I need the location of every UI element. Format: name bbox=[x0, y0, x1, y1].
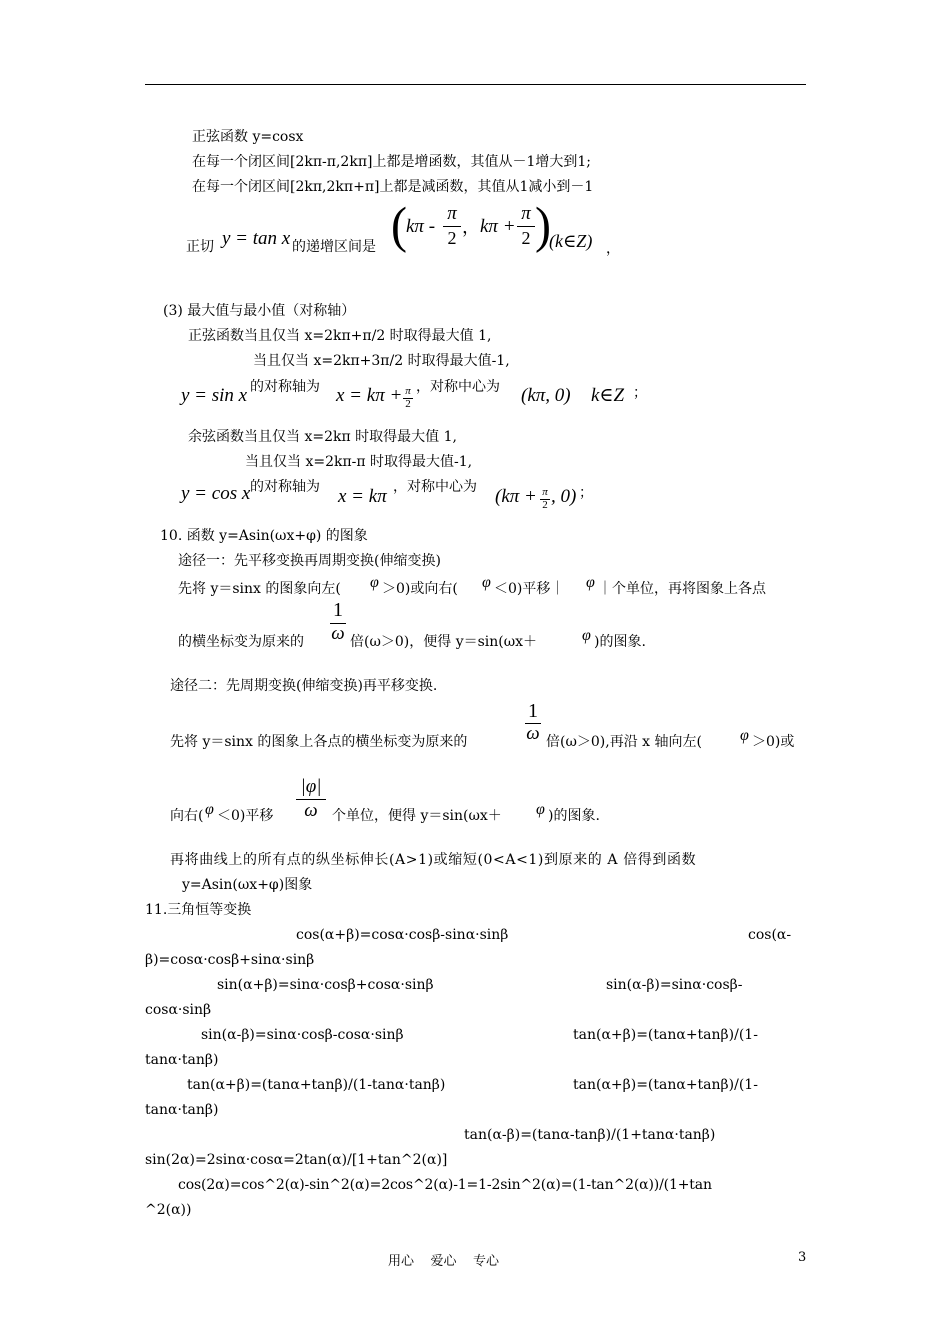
cos-axis-eq: x = kπ bbox=[338, 486, 387, 507]
cos-axis-function: y = cos x bbox=[181, 483, 251, 504]
sin-max: 正弦函数当且仅当 x=2kπ+π/2 时取得最大值 1, bbox=[188, 328, 492, 344]
sin-axis-text: 的对称轴为 bbox=[250, 379, 320, 395]
way2-line1-c: ＞0)或 bbox=[752, 734, 795, 750]
way1-line2-a: 的横坐标变为原来的 bbox=[178, 634, 304, 650]
way1-line1-a: 先将 y＝sinx 的图象向左( bbox=[178, 581, 341, 597]
phi-symbol: φ bbox=[536, 801, 545, 818]
identity-line: sin(2α)=2sinα·cosα=2tan(α)/[1+tan^2(α)] bbox=[145, 1152, 448, 1168]
identity-line: tan(α-β)=(tanα-tanβ)/(1+tanα·tanβ) bbox=[464, 1127, 716, 1143]
identity-line: cosα·sinβ bbox=[145, 1002, 212, 1018]
sin-axis-frac-num: π bbox=[405, 385, 411, 397]
phi-symbol: φ bbox=[205, 801, 214, 818]
tan-text: 的递增区间是 bbox=[292, 239, 376, 255]
way2-line2-b: ＜0)平移 bbox=[217, 808, 274, 824]
way2-line1-b: 倍(ω＞0),再沿 x 轴向左( bbox=[546, 734, 702, 750]
way1-title: 途径一：先平移变换再周期变换(伸缩变换) bbox=[178, 553, 441, 569]
identity-line: tan(α+β)=(tanα+tanβ)/(1- bbox=[573, 1027, 758, 1043]
way1-line2-b: 倍(ω＞0)，便得 y＝sin(ωx＋ bbox=[350, 634, 538, 650]
stretch-text-2: y=Asin(ωx+φ)图象 bbox=[182, 877, 313, 893]
sin-min: 当且仅当 x=2kπ+3π/2 时取得最大值-1, bbox=[253, 353, 510, 369]
tan-frac-bar-1 bbox=[443, 226, 461, 227]
identity-line: cos(α+β)=cosα·cosβ-sinα·sinβ bbox=[296, 927, 509, 943]
tan-function: y = tan x bbox=[222, 228, 291, 249]
cos-center-frac-num: π bbox=[542, 486, 548, 498]
tan-den-1: 2 bbox=[447, 228, 457, 248]
tan-pi-num-2: π bbox=[521, 203, 531, 224]
cos-center-left: (kπ + bbox=[495, 486, 537, 507]
identity-line: cos(2α)=cos^2(α)-sin^2(α)=2cos^2(α)-1=1-2sin^2(α)=(1-tan^2(α))/(1+tan bbox=[178, 1177, 712, 1193]
cos-axis-text: 的对称轴为 bbox=[250, 479, 320, 495]
section11-title: 11.三角恒等变换 bbox=[145, 902, 252, 918]
tan-end: ， bbox=[606, 241, 620, 257]
sin-center-text: ，对称中心为 bbox=[416, 379, 500, 395]
stretch-text: 再将曲线上的所有点的纵坐标伸长(A>1)或缩短(0<A<1)到原来的 A 倍得到函数 bbox=[170, 852, 697, 868]
cos-center-text: ，对称中心为 bbox=[393, 479, 477, 495]
way2-title: 途径二：先周期变换(伸缩变换)再平移变换. bbox=[170, 678, 438, 694]
sin-axis-frac-den: 2 bbox=[405, 398, 411, 410]
identity-line: sin(α-β)=sinα·cosβ-cosα·sinβ bbox=[201, 1027, 404, 1043]
tan-comma: ， bbox=[462, 217, 480, 237]
phi-symbol: φ bbox=[482, 574, 491, 591]
header-rule bbox=[145, 84, 806, 85]
identity-line: sin(α+β)=sinα·cosβ+cosα·sinβ bbox=[217, 977, 434, 993]
identity-line: cos(α- bbox=[748, 927, 792, 943]
phi-symbol: φ bbox=[582, 627, 591, 644]
tan-pi-num-1: π bbox=[447, 203, 457, 224]
sin-center: (kπ, 0) bbox=[521, 385, 571, 406]
tan-frac-bar-2 bbox=[517, 226, 535, 227]
footer-slogan: 用心 爱心 专心 bbox=[388, 1254, 500, 1269]
one-over-omega-num-2: 1 bbox=[528, 700, 538, 722]
identity-line: ^2(α)) bbox=[145, 1202, 192, 1218]
phi-symbol: φ bbox=[586, 574, 595, 591]
phi-symbol: φ bbox=[740, 727, 749, 744]
identity-line: β)=cosα·cosβ+sinα·sinβ bbox=[145, 952, 315, 968]
cos-title: 正弦函数 y=cosx bbox=[192, 129, 304, 145]
cos-min: 当且仅当 x=2kπ-π 时取得最大值-1, bbox=[245, 454, 473, 470]
tan-paren-open: ( bbox=[391, 197, 407, 254]
tan-den-2: 2 bbox=[521, 228, 531, 248]
page-number: 3 bbox=[798, 1250, 807, 1265]
sin-axis-eq: x = kπ + bbox=[336, 385, 403, 406]
phi-symbol: φ bbox=[370, 574, 379, 591]
way2-line2-d: )的图象. bbox=[548, 808, 600, 824]
tan-interval-right: kπ + bbox=[480, 216, 516, 237]
tan-lead: 正切 bbox=[186, 239, 214, 255]
identity-line: tanα·tanβ) bbox=[145, 1102, 219, 1118]
section10-title: 10. 函数 y=Asin(ωx+φ) 的图象 bbox=[160, 528, 368, 544]
way2-line2-a: 向右( bbox=[170, 808, 204, 824]
sin-k: k∈Z bbox=[591, 385, 625, 406]
identity-line: tan(α+β)=(tanα+tanβ)/(1-tanα·tanβ) bbox=[187, 1077, 446, 1093]
identity-line: tanα·tanβ) bbox=[145, 1052, 219, 1068]
one-over-omega-num: 1 bbox=[333, 599, 343, 621]
cos-max: 余弦函数当且仅当 x=2kπ 时取得最大值 1, bbox=[188, 429, 457, 445]
way1-line1-c: ＜0)平移｜ bbox=[494, 581, 565, 597]
sin-axis-function: y = sin x bbox=[181, 385, 248, 406]
way1-line1-b: ＞0)或向右( bbox=[382, 581, 458, 597]
cos-increasing: 在每一个闭区间[2kπ-π,2kπ]上都是增函数，其值从－1增大到1; bbox=[192, 154, 592, 170]
cos-end: ； bbox=[579, 485, 593, 501]
identity-line: sin(α-β)=sinα·cosβ- bbox=[606, 977, 743, 993]
abs-phi-den: ω bbox=[304, 800, 318, 821]
cos-center-right: , 0) bbox=[551, 486, 577, 507]
way1-line1-d: ｜个单位，再将图象上各点 bbox=[598, 581, 766, 597]
cos-center-frac-den: 2 bbox=[542, 499, 548, 511]
tan-condition: (k∈Z) bbox=[549, 231, 593, 251]
abs-phi-num: |φ| bbox=[300, 776, 322, 797]
section3-title: (3) 最大值与最小值（对称轴） bbox=[163, 303, 356, 319]
cos-decreasing: 在每一个闭区间[2kπ,2kπ+π]上都是减函数，其值从1减小到－1 bbox=[192, 179, 594, 195]
way2-line1-a: 先将 y＝sinx 的图象上各点的横坐标变为原来的 bbox=[170, 734, 468, 750]
way2-line2-c: 个单位，便得 y＝sin(ωx＋ bbox=[332, 808, 502, 824]
identity-line: tan(α+β)=(tanα+tanβ)/(1- bbox=[573, 1077, 758, 1093]
tan-paren-close: ) bbox=[535, 197, 551, 254]
way1-line2-c: )的图象. bbox=[594, 634, 646, 650]
one-over-omega-den-2: ω bbox=[526, 723, 540, 744]
one-over-omega-den: ω bbox=[331, 623, 345, 644]
tan-interval-left: kπ - bbox=[406, 216, 436, 237]
sin-end: ； bbox=[633, 385, 647, 401]
